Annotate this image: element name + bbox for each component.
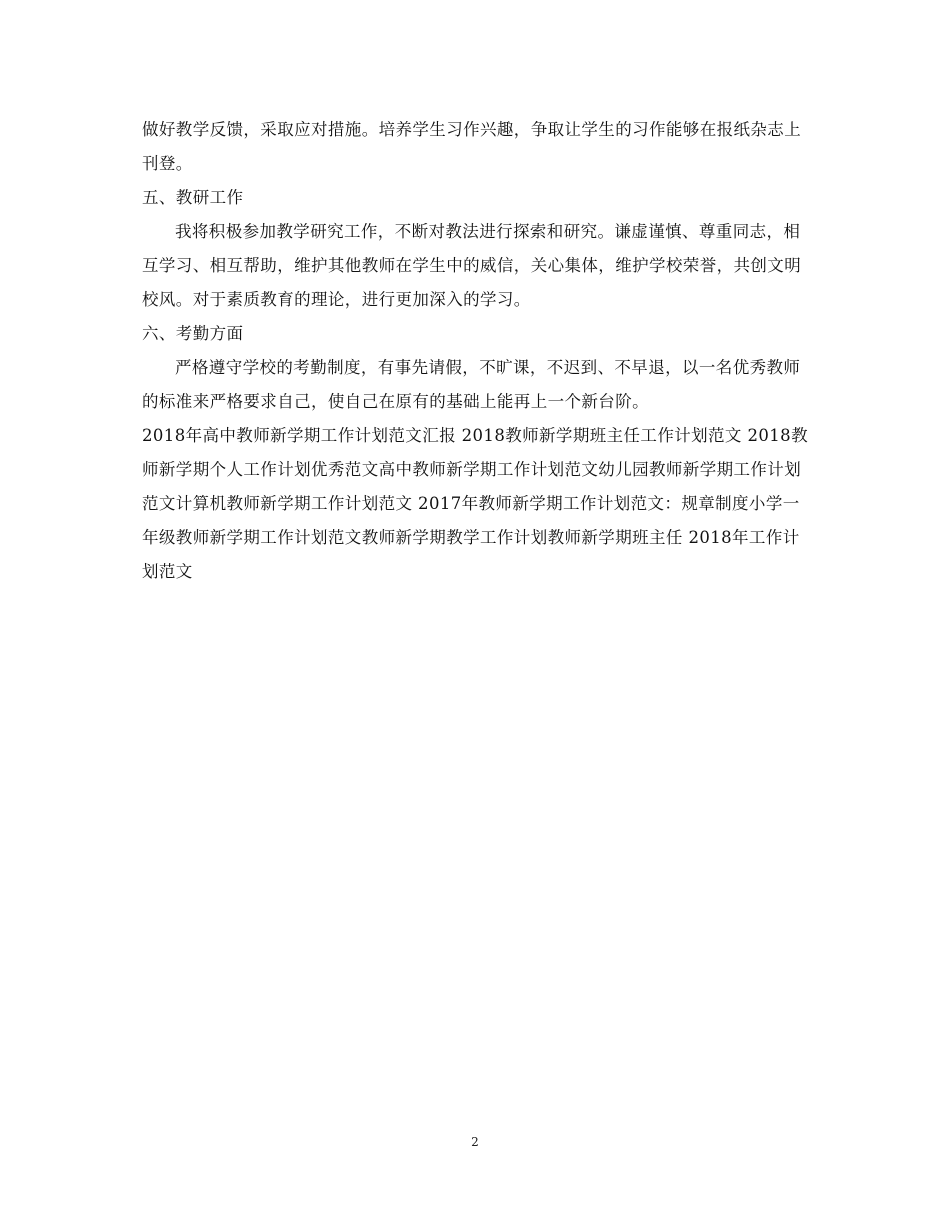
section-heading-attendance: 六、考勤方面 [142,324,244,343]
section-heading-research: 五、教研工作 [142,188,244,207]
paragraph-attendance: 严格遵守学校的考勤制度，有事先请假，不旷课，不迟到、不早退，以一名优秀教师的标准来严格要求自己，使自己在原有的基础上能再上一个新台阶。 [142,358,801,411]
document-body [142,113,814,589]
paragraph-research: 我将积极参加教学研究工作，不断对教法进行探索和研究。谦虚谨慎、尊重同志，相互学习、相互帮助，维护其他教师在学生中的威信，关心集体，维护学校荣誉，共创文明校风。对于素质教育的理论，进行更加深入的学习。 [142,222,802,309]
page-number: 2 [471,1135,479,1149]
paragraph-feedback-continuation: 做好教学反馈，采取应对措施。培养学生习作兴趣，争取让学生的习作能够在报纸杂志上刊登。 [142,120,802,173]
paragraph-related-articles: 2018年高中教师新学期工作计划范文汇报 2018教师新学期班主任工作计划范文 2018教师新学期个人工作计划优秀范文高中教师新学期工作计划范文幼儿园教师新学期工作计划范文计算机教师新学期工作计划范文 2017年教师新学期工作计划范文：规章制度小学一年级教师新学期工作计划范文教师新学期教学工作计划教师新学期班主任 2018年工作计划范文 [142,426,808,581]
